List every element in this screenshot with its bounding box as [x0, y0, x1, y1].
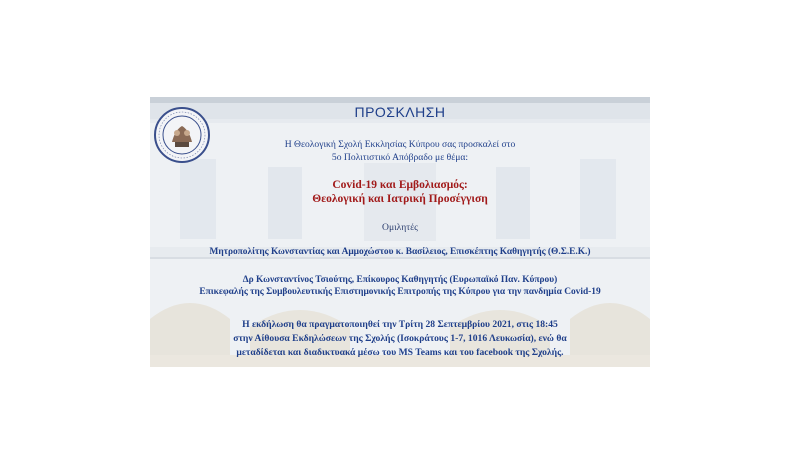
speaker-2-line-2: Επικεφαλής της Συμβουλευτικής Επιστημονικής Επιτροπής της Κύπρου για την πανδημία Covid-19 — [199, 287, 601, 297]
intro-line-1: Η Θεολογική Σχολή Εκκλησίας Κύπρου σας προσκαλεί στο — [284, 139, 516, 150]
topic-line-1: Covid-19 και Εμβολιασμός: — [332, 179, 468, 191]
invitation-content — [150, 97, 650, 367]
speakers-label: Ομιλητές — [382, 222, 418, 233]
speaker-2-line-1: Δρ Κωνσταντίνος Τσιούτης, Επίκουρος Καθηγητής (Ευρωπαϊκό Παν. Κύπρου) — [242, 275, 558, 285]
topic-line-2: Θεολογική και Ιατρική Προσέγγιση — [312, 193, 488, 205]
invitation-title: ΠΡΟΣΚΛΗΣΗ — [354, 104, 446, 120]
event-line-2: στην Αίθουσα Εκδηλώσεων της Σχολής (Ισοκράτους 1-7, 1016 Λευκωσία), ενώ θα — [233, 333, 567, 344]
event-line-3: μεταδίδεται και διαδικτυακά μέσω του MS Teams και του facebook της Σχολής. — [236, 347, 564, 358]
invitation-card — [150, 97, 650, 367]
speaker-1: Μητροπολίτης Κωνσταντίας και Αμμοχώστου κ. Βασίλειος, Επισκέπτης Καθηγητής (Θ.Σ.Ε.Κ.) — [209, 247, 591, 257]
event-line-1: Η εκδήλωση θα πραγματοποιηθεί την Τρίτη 28 Σεπτεμβρίου 2021, στις 18:45 — [242, 319, 558, 330]
intro-line-2: 5ο Πολιτιστικό Απόβραδο με θέμα: — [331, 152, 469, 163]
